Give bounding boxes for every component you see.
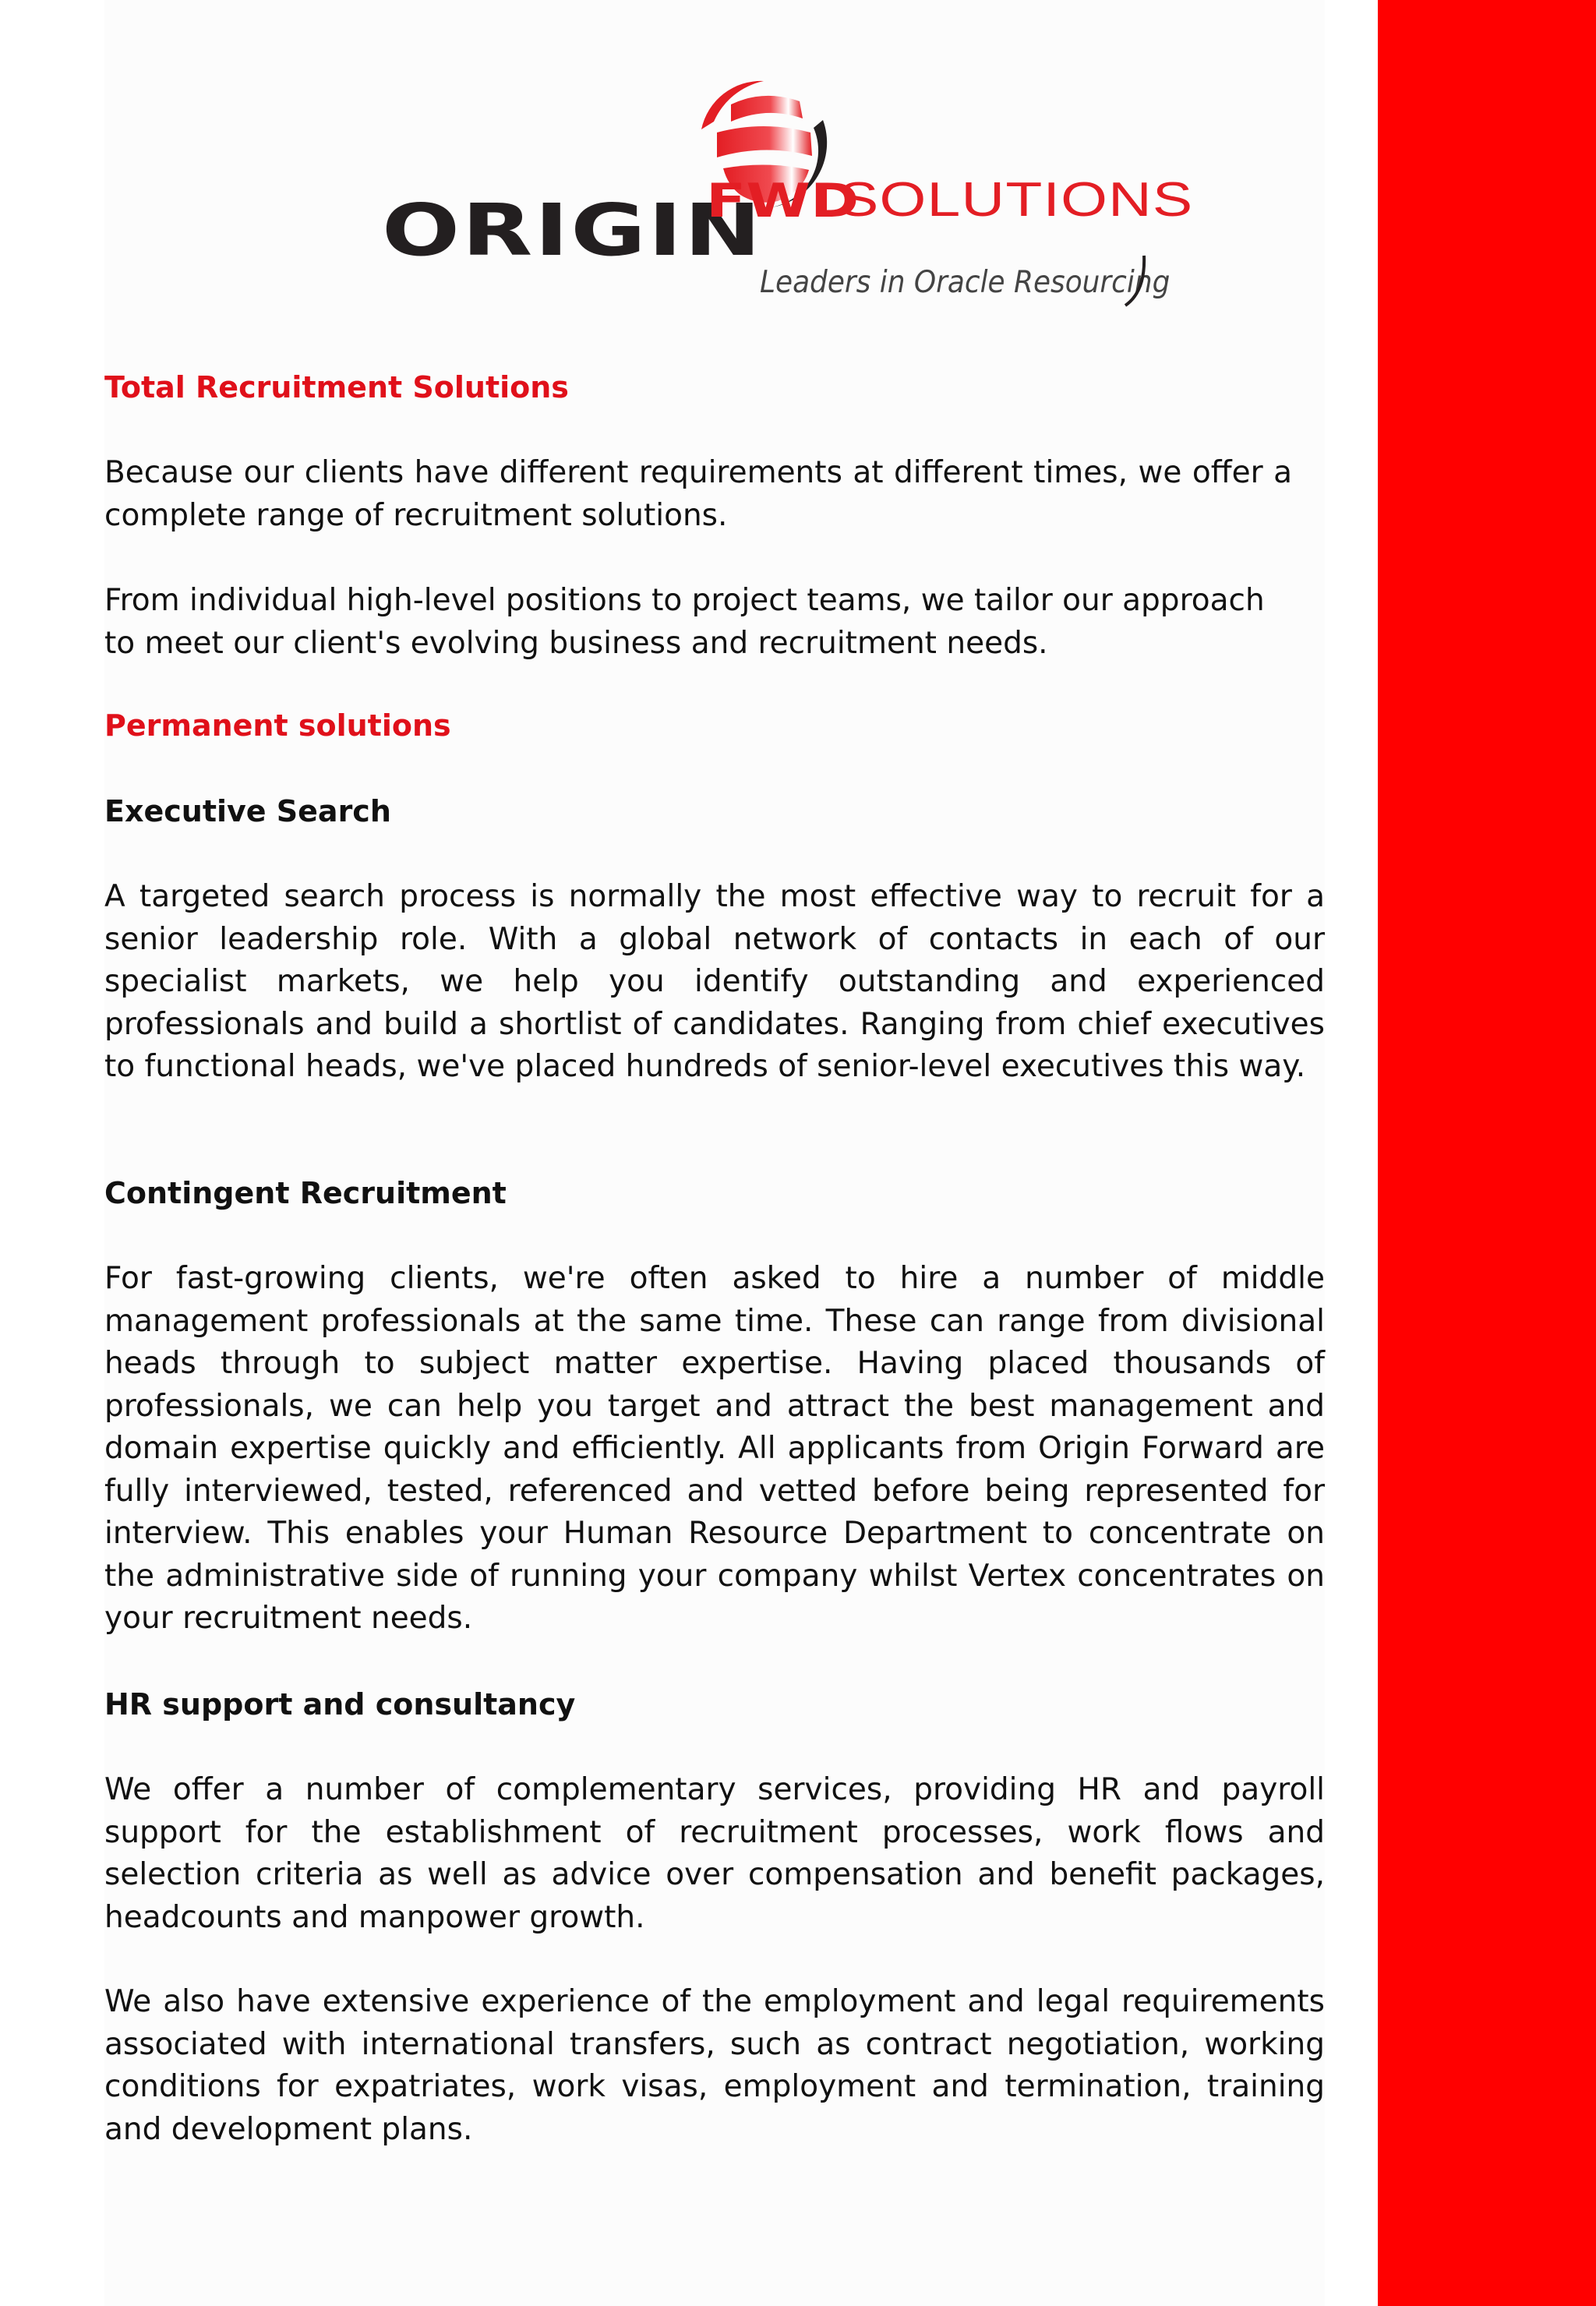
contingent-recruitment-paragraph: For fast-growing clients, we're often asked to hire a number of middle management professionals at the same time. These can range from divisional heads through to subject matter expertise. Having placed thousands of professionals, we can help you target and attract the best management and domain expertise quickly and efficiently. All applicants from Origin Forward are fully interviewed, tested, referenced and vetted before being represented for interview. This enables your Human Resource Department to concentrate on the administrative side of running your company whilst Vertex concentrates on your recruitment needs. xyxy=(104,1261,1325,1636)
intro-paragraph-1: Because our clients have different requirements at different times, we offer a complete range of recruitment solutions. xyxy=(104,455,1292,533)
content-background xyxy=(104,0,1325,2306)
intro-paragraph-2: From individual high-level positions to project teams, we tailor our approach to meet our client's evolving business and recruitment needs. xyxy=(104,583,1265,661)
logo-wordmark xyxy=(382,189,763,272)
company-logo xyxy=(374,75,1194,316)
logo-tagline: Leaders in Oracle Resourcing xyxy=(760,265,1171,300)
logo-fwd-text: FWD xyxy=(706,174,860,228)
hr-support-paragraph-2: We also have extensive experience of the employment and legal requirements associated with international transfers, such as contract negotiation, working conditions for expatriates, work visas, employment and termination, training and development plans. xyxy=(104,1984,1325,2147)
logo-solutions-text: SOLUTIONS xyxy=(839,173,1194,227)
side-accent-band xyxy=(1378,0,1596,2306)
logo-origin-text: ORIGIN xyxy=(382,189,763,272)
section-title-permanent-solutions: Permanent solutions xyxy=(104,708,451,743)
section-title-total-recruitment: Total Recruitment Solutions xyxy=(104,370,569,404)
tagline-swoosh xyxy=(1122,252,1153,307)
subsection-title-hr-support: HR support and consultancy xyxy=(104,1687,576,1722)
subsection-title-contingent-recruitment: Contingent Recruitment xyxy=(104,1176,507,1210)
subsection-title-executive-search: Executive Search xyxy=(104,794,391,828)
hr-support-paragraph-1: We offer a number of complementary services, providing HR and payroll support for the establishment of recruitment processes, work flows and selection criteria as well as advice over compensation and benefit packages, headcounts and manpower growth. xyxy=(104,1772,1325,1935)
executive-search-paragraph: A targeted search process is normally the most effective way to recruit for a senior leadership role. With a global network of contacts in each of our specialist markets, we help you identify outstanding and experienced professionals and build a shortlist of candidates. Ranging from chief executives to functional heads, we've placed hundreds of senior-level executives this way. xyxy=(104,879,1325,1084)
